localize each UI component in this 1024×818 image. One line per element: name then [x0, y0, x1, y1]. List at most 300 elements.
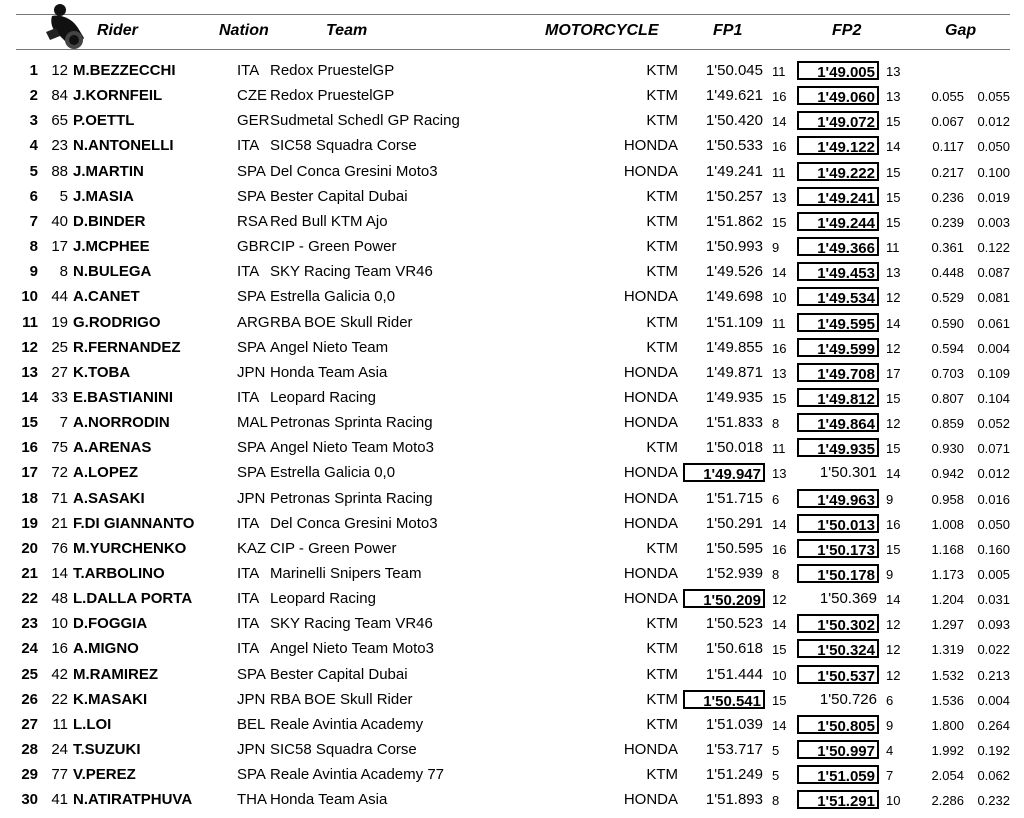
fp2-time: 1'50.324: [797, 639, 879, 658]
motorcycle-make: KTM: [646, 238, 678, 256]
table-row: [0, 234, 1024, 259]
fp2-lap: 15: [886, 441, 901, 457]
fp2-lap: 16: [886, 516, 901, 532]
gap-to-first: 0.236: [931, 189, 964, 205]
fp1-time: 1'50.291: [705, 514, 763, 532]
team-name: Angel Nieto Team Moto3: [270, 640, 434, 658]
gap-to-first: 0.117: [932, 139, 964, 155]
fp2-time: 1'51.059: [797, 765, 879, 784]
fp2-time: 1'49.963: [797, 489, 879, 508]
gap-to-first: 1.168: [931, 541, 964, 557]
rider-name: N.ATIRATPHUVA: [73, 791, 193, 809]
rider-number: 72: [51, 464, 68, 482]
gap-to-first: 0.361: [931, 240, 964, 256]
fp1-time: 1'51.444: [705, 665, 763, 683]
gap-to-first: 0.239: [931, 214, 964, 230]
rider-nation: SPA: [237, 439, 266, 457]
fp2-time: 1'49.122: [797, 136, 879, 155]
motorcycle-make: KTM: [646, 87, 678, 105]
fp2-lap: 15: [886, 114, 901, 130]
fp1-lap: 5: [772, 743, 780, 759]
motorcycle-make: KTM: [646, 338, 678, 356]
row-position: 6: [29, 187, 38, 205]
row-position: 16: [21, 439, 38, 457]
table-row: [0, 335, 1024, 360]
fp2-lap: 15: [886, 541, 901, 557]
team-name: RBA BOE Skull Rider: [270, 690, 413, 708]
rider-nation: JPN: [237, 741, 266, 759]
team-name: Petronas Sprinta Racing: [270, 414, 433, 432]
rider-number: 77: [51, 766, 68, 784]
table-row: [0, 310, 1024, 335]
fp2-time: 1'51.291: [797, 790, 879, 809]
fp2-time: 1'49.222: [797, 162, 879, 181]
table-row: [0, 460, 1024, 485]
fp1-time: 1'49.855: [705, 338, 763, 356]
rider-nation: KAZ: [237, 539, 267, 557]
rider-nation: JPN: [237, 489, 266, 507]
rider-number: 7: [59, 414, 68, 432]
fp2-time: 1'49.599: [797, 338, 879, 357]
team-name: CIP - Green Power: [270, 238, 397, 256]
fp1-time: 1'51.893: [705, 791, 763, 809]
row-position: 11: [22, 313, 38, 331]
header-nation: Nation: [219, 22, 269, 39]
fp2-lap: 9: [886, 717, 894, 733]
gap-to-previous: 0.022: [977, 642, 1010, 658]
motorcycle-make: KTM: [646, 313, 678, 331]
fp2-time: 1'49.060: [797, 86, 879, 105]
fp1-time: 1'50.533: [705, 137, 763, 155]
rider-name: E.BASTIANINI: [73, 388, 174, 406]
rider-nation: SPA: [237, 766, 266, 784]
motorcycle-make: KTM: [646, 715, 678, 733]
gap-to-first: 1.008: [931, 516, 964, 532]
gap-to-previous: 0.019: [977, 189, 1010, 205]
motorcycle-make: HONDA: [623, 590, 678, 608]
fp2-lap: 13: [886, 89, 901, 105]
gap-to-previous: 0.004: [977, 692, 1010, 708]
row-position: 8: [29, 238, 38, 256]
fp2-time: 1'49.005: [797, 61, 879, 80]
team-name: CIP - Green Power: [270, 539, 397, 557]
gap-to-first: 1.800: [931, 717, 964, 733]
team-name: Marinelli Snipers Team: [270, 565, 422, 582]
rider-nation: THA: [237, 791, 267, 809]
fp2-lap: 11: [886, 240, 900, 256]
team-name: SKY Racing Team VR46: [270, 263, 433, 281]
gap-to-previous: 0.061: [977, 315, 1010, 331]
gap-to-first: 1.992: [931, 743, 964, 759]
table-row: [0, 561, 1024, 586]
fp1-time: 1'50.618: [705, 640, 763, 658]
rider-nation: ITA: [237, 615, 260, 633]
fp1-time: 1'49.871: [705, 363, 763, 381]
row-position: 25: [21, 665, 38, 683]
gap-to-previous: 0.062: [977, 768, 1010, 784]
team-name: RBA BOE Skull Rider: [270, 313, 413, 331]
gap-to-first: 2.286: [931, 793, 964, 809]
motorcycle-make: KTM: [646, 112, 678, 130]
rider-name: N.ANTONELLI: [73, 137, 174, 155]
rider-nation: RSA: [237, 212, 268, 230]
rider-number: 5: [59, 187, 68, 205]
fp2-time: 1'49.241: [797, 187, 879, 206]
motorcycle-make: HONDA: [623, 464, 678, 482]
rider-number: 23: [51, 137, 68, 155]
gap-to-first: 0.448: [931, 265, 964, 281]
gap-to-previous: 0.109: [977, 365, 1010, 381]
rider-nation: MAL: [237, 414, 268, 432]
table-row: [0, 662, 1024, 687]
fp2-time: 1'49.595: [797, 313, 879, 332]
fp1-lap: 14: [772, 114, 787, 130]
rider-nation: GER: [237, 112, 270, 130]
fp1-lap: 16: [772, 541, 787, 557]
fp1-time: 1'51.249: [705, 766, 763, 784]
fp2-time: 1'50.301: [819, 464, 877, 482]
rider-name: A.ARENAS: [73, 439, 152, 457]
fp2-time: 1'49.864: [797, 413, 879, 432]
fp2-time: 1'49.072: [797, 111, 879, 130]
rider-number: 11: [52, 715, 68, 733]
row-position: 17: [21, 464, 38, 482]
fp1-lap: 14: [772, 717, 787, 733]
fp1-lap: 16: [772, 89, 787, 105]
fp2-time: 1'50.805: [797, 715, 879, 734]
motorcycle-make: KTM: [646, 212, 678, 230]
table-row: [0, 385, 1024, 410]
row-position: 23: [21, 615, 38, 633]
fp1-time: 1'50.257: [705, 187, 763, 205]
gap-to-previous: 0.122: [977, 240, 1010, 256]
fp1-lap: 13: [772, 189, 787, 205]
table-row: [0, 159, 1024, 184]
rider-number: 17: [51, 238, 68, 256]
fp2-time: 1'50.302: [797, 614, 879, 633]
fp2-lap: 7: [886, 768, 894, 784]
table-row: [0, 284, 1024, 309]
motorcycle-make: KTM: [646, 439, 678, 457]
rider-number: 14: [51, 565, 68, 582]
rider-number: 25: [51, 338, 68, 356]
table-row: [0, 435, 1024, 460]
gap-to-first: 1.319: [931, 642, 964, 658]
fp1-time: 1'51.833: [705, 414, 763, 432]
motorcycle-make: KTM: [646, 665, 678, 683]
row-position: 4: [29, 137, 38, 155]
gap-to-first: 1.536: [931, 692, 964, 708]
team-name: Leopard Racing: [270, 590, 376, 608]
fp1-time: 1'49.698: [705, 288, 763, 306]
table-row: [0, 687, 1024, 712]
fp1-time: 1'49.935: [705, 388, 763, 406]
motorcycle-make: HONDA: [623, 137, 678, 155]
rider-number: 71: [51, 489, 68, 507]
rider-name: J.MASIA: [73, 187, 134, 205]
rider-name: L.DALLA PORTA: [73, 590, 193, 608]
gap-to-first: 1.297: [931, 617, 964, 633]
motorcycle-make: KTM: [646, 539, 678, 557]
rider-number: 41: [51, 791, 68, 809]
rider-name: A.MIGNO: [73, 640, 139, 658]
team-name: Estrella Galicia 0,0: [270, 288, 396, 306]
fp2-lap: 15: [886, 189, 901, 205]
team-name: Petronas Sprinta Racing: [270, 489, 433, 507]
fp1-lap: 13: [772, 365, 787, 381]
fp1-lap: 15: [772, 692, 787, 708]
fp1-time: 1'49.526: [705, 263, 763, 281]
rider-number: 76: [51, 539, 68, 557]
gap-to-previous: 0.052: [977, 416, 1010, 432]
gap-to-first: 0.217: [931, 164, 964, 180]
rider-number: 10: [51, 615, 68, 633]
fp2-time: 1'50.178: [797, 564, 879, 583]
team-name: Bester Capital Dubai: [270, 187, 408, 205]
row-position: 9: [29, 263, 38, 281]
header-team: Team: [326, 22, 368, 39]
row-position: 14: [21, 388, 38, 406]
motorcycle-rider-icon: [44, 2, 92, 52]
rider-number: 75: [51, 439, 68, 457]
fp2-lap: 12: [886, 416, 901, 432]
rider-nation: CZE: [237, 87, 267, 105]
header-rider: Rider: [97, 22, 138, 39]
rider-nation: ITA: [237, 640, 260, 658]
rider-name: V.PEREZ: [73, 766, 136, 784]
motorcycle-make: HONDA: [623, 363, 678, 381]
fp1-time: 1'53.717: [705, 741, 763, 759]
rider-name: D.BINDER: [73, 212, 146, 230]
fp2-lap: 12: [886, 642, 901, 658]
fp1-lap: 12: [772, 592, 787, 608]
motorcycle-make: HONDA: [623, 162, 678, 180]
gap-to-previous: 0.016: [977, 491, 1010, 507]
rider-number: 33: [51, 388, 68, 406]
fp1-time: 1'50.420: [705, 112, 763, 130]
row-position: 13: [21, 363, 38, 381]
gap-to-previous: 0.050: [977, 139, 1010, 155]
gap-to-first: 0.942: [931, 466, 964, 482]
rider-nation: ITA: [237, 263, 260, 281]
header-fp1: FP1: [713, 22, 743, 39]
fp2-lap: 10: [886, 793, 901, 809]
fp1-lap: 5: [772, 768, 780, 784]
gap-to-previous: 0.003: [977, 214, 1010, 230]
rider-nation: SPA: [237, 665, 266, 683]
fp2-lap: 14: [886, 592, 901, 608]
rider-nation: SPA: [237, 338, 266, 356]
table-row: [0, 787, 1024, 812]
team-name: Redox PruestelGP: [270, 87, 395, 105]
rider-number: 84: [51, 87, 68, 105]
fp1-time: 1'50.595: [705, 539, 763, 557]
rider-name: D.FOGGIA: [73, 615, 148, 633]
gap-to-first: 1.532: [931, 667, 964, 683]
fp1-lap: 8: [772, 793, 780, 809]
rider-number: 19: [51, 313, 68, 331]
fp2-lap: 12: [886, 290, 901, 306]
motorcycle-make: HONDA: [623, 565, 678, 582]
table-row: [0, 209, 1024, 234]
motorcycle-make: HONDA: [623, 288, 678, 306]
fp1-lap: 11: [772, 315, 786, 331]
fp1-time: 1'51.039: [705, 715, 763, 733]
table-row: [0, 511, 1024, 536]
fp1-lap: 8: [772, 567, 780, 582]
rider-name: M.YURCHENKO: [73, 539, 187, 557]
table-row: [0, 410, 1024, 435]
team-name: Del Conca Gresini Moto3: [270, 162, 438, 180]
fp2-lap: 6: [886, 692, 894, 708]
team-name: Reale Avintia Academy 77: [270, 766, 445, 784]
fp1-lap: 16: [772, 139, 787, 155]
rider-nation: ITA: [237, 62, 260, 79]
rider-name: P.OETTL: [73, 112, 135, 130]
rider-name: J.MCPHEE: [73, 238, 150, 256]
row-position: 26: [21, 690, 38, 708]
team-name: Leopard Racing: [270, 388, 376, 406]
gap-to-previous: 0.050: [977, 516, 1010, 532]
fp1-time: 1'50.045: [705, 62, 763, 79]
fp1-lap: 13: [772, 466, 787, 482]
row-position: 10: [21, 288, 38, 306]
table-row: [0, 737, 1024, 762]
fp1-time: 1'49.947: [683, 463, 765, 482]
rider-number: 22: [51, 690, 68, 708]
fp1-lap: 16: [772, 340, 787, 356]
gap-to-first: 0.055: [931, 89, 964, 105]
motorcycle-make: HONDA: [623, 489, 678, 507]
gap-to-previous: 0.004: [977, 340, 1010, 356]
rider-nation: SPA: [237, 187, 266, 205]
gap-to-previous: 0.071: [977, 441, 1010, 457]
gap-to-first: 0.529: [931, 290, 964, 306]
gap-to-previous: 0.087: [977, 265, 1010, 281]
fp2-lap: 14: [886, 466, 901, 482]
gap-to-previous: 0.005: [977, 567, 1010, 582]
fp2-lap: 4: [886, 743, 894, 759]
fp2-lap: 13: [886, 265, 901, 281]
gap-to-first: 0.859: [931, 416, 964, 432]
fp2-time: 1'49.708: [797, 363, 879, 382]
header-bottom-rule: [16, 49, 1010, 50]
fp2-lap: 15: [886, 164, 901, 180]
rider-nation: BEL: [237, 715, 266, 733]
gap-to-previous: 0.192: [977, 743, 1010, 759]
motorcycle-make: KTM: [646, 62, 678, 79]
rider-name: R.FERNANDEZ: [73, 338, 181, 356]
fp2-time: 1'49.453: [797, 262, 879, 281]
rider-number: 8: [59, 263, 68, 281]
row-position: 15: [21, 414, 38, 432]
rider-number: 48: [51, 590, 68, 608]
team-name: Redox PruestelGP: [270, 62, 395, 79]
rider-number: 27: [51, 363, 68, 381]
table-row: [0, 259, 1024, 284]
fp1-time: 1'50.993: [705, 238, 763, 256]
motorcycle-make: KTM: [646, 615, 678, 633]
motorcycle-make: KTM: [646, 640, 678, 658]
motorcycle-make: KTM: [646, 187, 678, 205]
rider-name: T.ARBOLINO: [73, 565, 165, 582]
fp2-time: 1'50.537: [797, 665, 879, 684]
table-row: [0, 536, 1024, 561]
team-name: SIC58 Squadra Corse: [270, 137, 417, 155]
team-name: Angel Nieto Team Moto3: [270, 439, 434, 457]
motorcycle-make: KTM: [646, 766, 678, 784]
fp1-time: 1'51.715: [705, 489, 763, 507]
fp2-lap: 14: [886, 139, 901, 155]
team-name: Reale Avintia Academy: [270, 715, 424, 733]
header-gap: Gap: [945, 22, 977, 39]
motorcycle-make: HONDA: [623, 741, 678, 759]
gap-to-previous: 0.012: [977, 114, 1010, 130]
rider-number: 42: [51, 665, 68, 683]
rider-nation: ITA: [237, 590, 260, 608]
team-name: Del Conca Gresini Moto3: [270, 514, 438, 532]
fp1-time: 1'49.241: [705, 162, 763, 180]
fp2-lap: 9: [886, 491, 894, 507]
rider-number: 16: [51, 640, 68, 658]
gap-to-first: 0.067: [931, 114, 964, 130]
fp2-lap: 14: [886, 315, 901, 331]
rider-number: 21: [51, 514, 68, 532]
gap-to-first: 1.173: [931, 567, 964, 582]
team-name: Estrella Galicia 0,0: [270, 464, 396, 482]
fp1-lap: 14: [772, 516, 787, 532]
rider-nation: JPN: [237, 690, 266, 708]
table-row: [0, 58, 1024, 83]
rider-name: J.KORNFEIL: [73, 87, 163, 105]
row-position: 22: [21, 590, 38, 608]
header-fp2: FP2: [832, 22, 862, 39]
rider-number: 12: [51, 62, 68, 79]
fp2-time: 1'50.173: [797, 539, 879, 558]
table-row: [0, 108, 1024, 133]
gap-to-first: 2.054: [931, 768, 964, 784]
row-position: 20: [21, 539, 38, 557]
fp2-time: 1'49.534: [797, 287, 879, 306]
fp1-lap: 14: [772, 617, 787, 633]
rider-nation: ARG: [237, 313, 270, 331]
row-position: 1: [29, 62, 38, 79]
team-name: Angel Nieto Team: [270, 338, 389, 356]
fp2-time: 1'49.935: [797, 438, 879, 457]
fp1-time: 1'50.209: [683, 589, 765, 608]
team-name: SKY Racing Team VR46: [270, 615, 433, 633]
rider-name: G.RODRIGO: [73, 313, 161, 331]
team-name: Honda Team Asia: [270, 363, 388, 381]
fp2-lap: 12: [886, 667, 901, 683]
table-row: [0, 360, 1024, 385]
table-row: [0, 133, 1024, 158]
fp2-lap: 15: [886, 214, 901, 230]
fp2-time: 1'50.997: [797, 740, 879, 759]
fp1-lap: 10: [772, 290, 787, 306]
team-name: Bester Capital Dubai: [270, 665, 408, 683]
row-position: 30: [21, 791, 38, 809]
rider-nation: GBR: [237, 238, 270, 256]
motorcycle-make: HONDA: [623, 414, 678, 432]
gap-to-previous: 0.031: [977, 592, 1010, 608]
row-position: 28: [21, 741, 38, 759]
rider-name: A.SASAKI: [73, 489, 145, 507]
team-name: Sudmetal Schedl GP Racing: [270, 112, 460, 130]
team-name: Red Bull KTM Ajo: [270, 212, 388, 230]
rider-name: A.NORRODIN: [73, 414, 170, 432]
rider-name: F.DI GIANNANTO: [73, 514, 195, 532]
